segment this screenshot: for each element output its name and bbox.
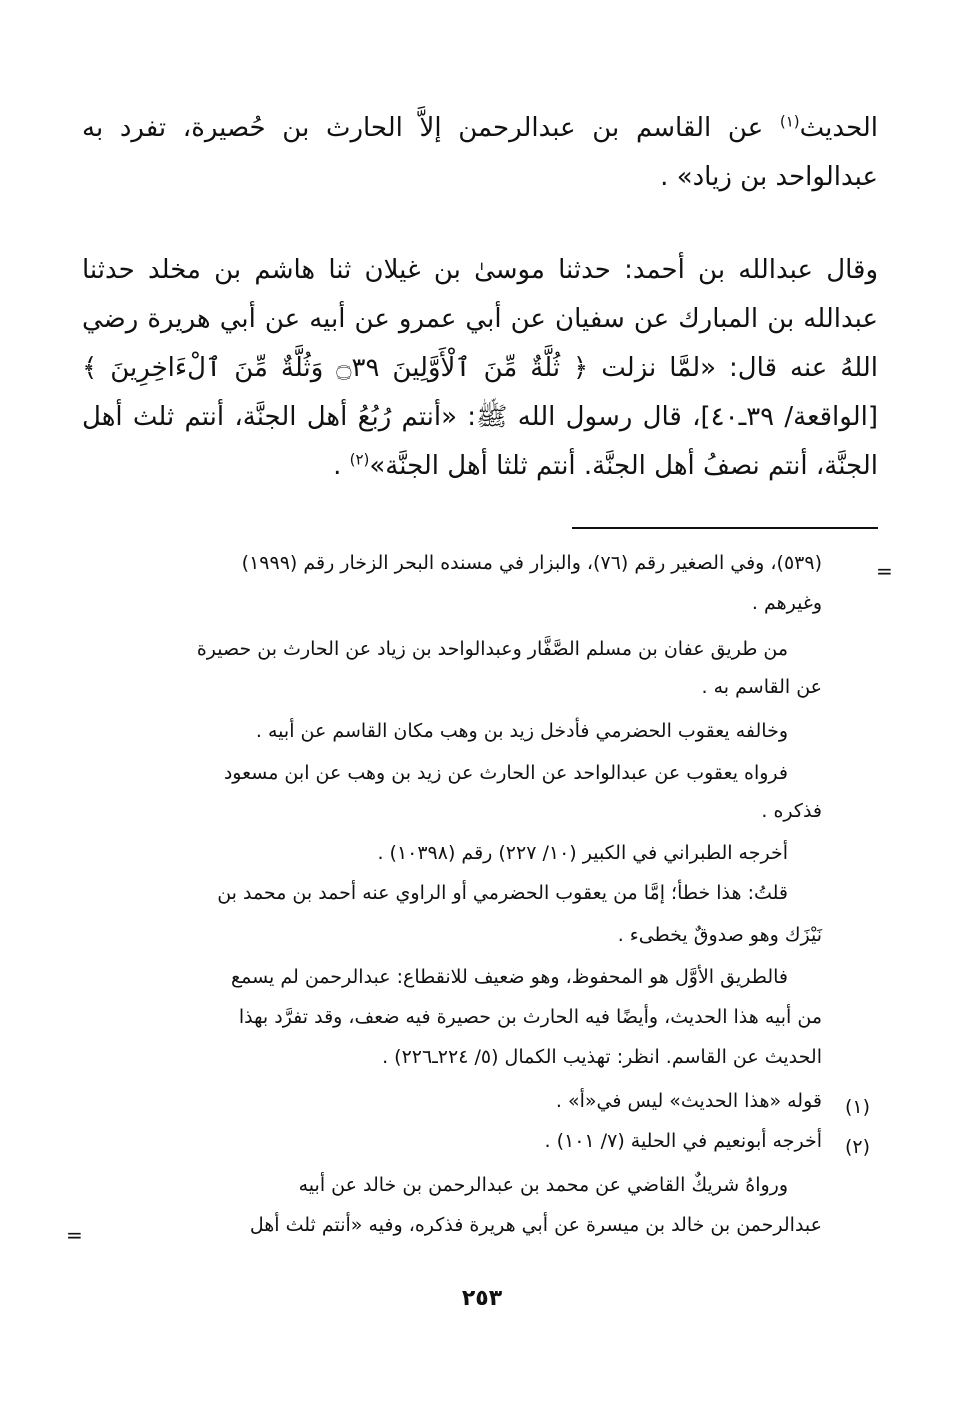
main-paragraph-2-end: .: [333, 451, 350, 481]
footnote-number-1: (١): [844, 1096, 870, 1118]
footnote-line-8: أخرجه الطبراني في الكبير (١٠/ ٢٢٧) رقم (١٠٣٩٨) .: [377, 842, 788, 864]
footnote-separator: [572, 527, 878, 529]
continuation-marker-top: =: [876, 559, 893, 583]
footnote-line-12: من أبيه هذا الحديث، وأيضًا فيه الحارث بن حصيرة فيه ضعف، وقد تفرَّد بهذا: [238, 1006, 822, 1028]
footnote-line-1: (٥٣٩)، وفي الصغير رقم (٧٦)، والبزار في مسنده البحر الزخار رقم (١٩٩٩): [241, 552, 822, 574]
footnote-line-2: وغيرهم .: [751, 592, 822, 614]
footnote-number-2: (٢): [844, 1136, 870, 1158]
footnote-line-3: من طريق عفان بن مسلم الصَّفَّار وعبدالواحد بن زياد عن الحارث بن حصيرة: [196, 638, 788, 660]
main-paragraph-1-text-a: الحديث: [799, 113, 878, 143]
footnote-line-4: عن القاسم به .: [701, 676, 822, 698]
main-paragraph-1-text-b: عن القاسم بن عبدالرحمن إلاَّ الحارث بن حُصيرة، تفرد به عبدالواحد بن زياد» .: [82, 113, 878, 192]
footnote-line-14: ورواهُ شريكٌ القاضي عن محمد بن عبدالرحمن بن خالد عن أبيه: [298, 1174, 788, 1196]
footnote-line-9: قلتُ: هذا خطأ؛ إمَّا من يعقوب الحضرمي أو الراوي عنه أحمد بن محمد بن: [217, 882, 788, 904]
footnote-line-13: الحديث عن القاسم. انظر: تهذيب الكمال (٥/ ٢٢٤ـ٢٢٦) .: [382, 1046, 822, 1068]
main-paragraph-2: [82, 246, 878, 491]
footnote-line-15: عبدالرحمن بن خالد بن ميسرة عن أبي هريرة فذكره، وفيه «أنتم ثلث أهل: [249, 1214, 822, 1236]
main-paragraph-2-text: وقال عبدالله بن أحمد: حدثنا موسىٰ بن غيلان ثنا هاشم بن مخلد حدثنا عبدالله بن المبارك عن سفيان عن أبي عمرو عن أبيه عن أبي هريرة رضي اللهُ عنه قال: «لمَّا نزلت ﴿ ثُلَّةٌ مِّنَ ٱلْأَوَّلِينَ ۝٣٩ وَثُلَّةٌ مِّنَ ٱلْءَاخِرِينَ ﴾ [الواقعة/ ٣٩ـ٤٠]، قال رسول الله ﷺ: «أنتم رُبُعُ أهل الجنَّة، أنتم ثلث أهل الجنَّة، أنتم نصفُ أهل الجنَّة. أنتم ثلثا أهل الجنَّة»: [82, 255, 878, 481]
page-number: ٢٥٣: [461, 1286, 503, 1311]
footnote-line-11: فالطريق الأوَّل هو المحفوظ، وهو ضعيف للانقطاع: عبدالرحمن لم يسمع: [230, 966, 788, 988]
footnote-ref-2[interactable]: (٢): [349, 450, 370, 469]
footnote-line-5: وخالفه يعقوب الحضرمي فأدخل زيد بن وهب مكان القاسم عن أبيه .: [255, 720, 788, 742]
main-paragraph-1: [82, 104, 878, 202]
footnote-2-text: أخرجه أبونعيم في الحلية (٧/ ١٠١) .: [544, 1130, 822, 1152]
footnote-ref-1[interactable]: (١): [779, 112, 800, 131]
continuation-marker-bottom: =: [66, 1223, 83, 1247]
footnote-1-text: قوله «هذا الحديث» ليس في«أ» .: [555, 1090, 822, 1112]
footnote-line-7: فذكره .: [761, 800, 822, 822]
footnote-line-10: نَيْزَك وهو صدوقٌ يخطىء .: [617, 924, 822, 946]
footnote-line-6: فرواه يعقوب عن عبدالواحد عن الحارث عن زيد بن وهب عن ابن مسعود: [223, 762, 788, 784]
